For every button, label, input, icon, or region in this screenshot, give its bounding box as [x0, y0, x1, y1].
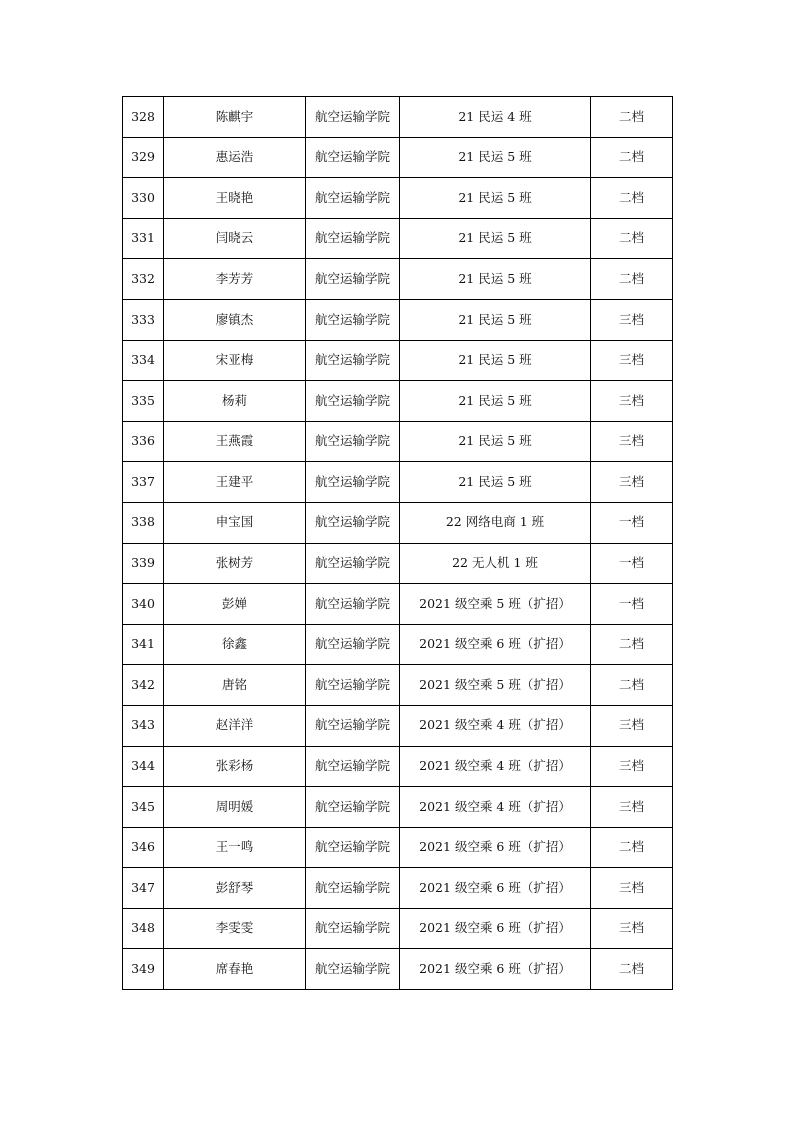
row-number-cell: 346 — [123, 827, 164, 868]
class-cell: 2021 级空乘 5 班（扩招） — [400, 665, 591, 706]
level-cell: 二档 — [591, 178, 673, 219]
table-row — [123, 218, 673, 259]
row-number-cell: 337 — [123, 462, 164, 503]
college-cell: 航空运输学院 — [306, 502, 400, 543]
class-cell: 21 民运 5 班 — [400, 462, 591, 503]
student-name-cell: 闫晓云 — [164, 218, 306, 259]
college-cell: 航空运输学院 — [306, 299, 400, 340]
table-row — [123, 340, 673, 381]
table-row — [123, 421, 673, 462]
student-name-cell: 赵洋洋 — [164, 705, 306, 746]
college-cell: 航空运输学院 — [306, 340, 400, 381]
table-row — [123, 827, 673, 868]
level-cell: 二档 — [591, 259, 673, 300]
level-cell: 三档 — [591, 868, 673, 909]
class-cell: 2021 级空乘 4 班（扩招） — [400, 705, 591, 746]
class-cell: 21 民运 5 班 — [400, 259, 591, 300]
table-row — [123, 502, 673, 543]
college-cell: 航空运输学院 — [306, 218, 400, 259]
table-row — [123, 137, 673, 178]
row-number-cell: 335 — [123, 381, 164, 422]
table-row — [123, 868, 673, 909]
level-cell: 二档 — [591, 624, 673, 665]
table-row — [123, 746, 673, 787]
college-cell: 航空运输学院 — [306, 827, 400, 868]
student-name-cell: 惠运浩 — [164, 137, 306, 178]
level-cell: 二档 — [591, 949, 673, 990]
class-cell: 2021 级空乘 4 班（扩招） — [400, 746, 591, 787]
college-cell: 航空运输学院 — [306, 178, 400, 219]
college-cell: 航空运输学院 — [306, 624, 400, 665]
college-cell: 航空运输学院 — [306, 421, 400, 462]
row-number-cell: 333 — [123, 299, 164, 340]
level-cell: 三档 — [591, 421, 673, 462]
class-cell: 21 民运 4 班 — [400, 97, 591, 138]
student-name-cell: 陈麒宇 — [164, 97, 306, 138]
class-cell: 22 无人机 1 班 — [400, 543, 591, 584]
college-cell: 航空运输学院 — [306, 543, 400, 584]
college-cell: 航空运输学院 — [306, 949, 400, 990]
row-number-cell: 342 — [123, 665, 164, 706]
table-row — [123, 949, 673, 990]
student-name-cell: 王建平 — [164, 462, 306, 503]
level-cell: 二档 — [591, 827, 673, 868]
college-cell: 航空运输学院 — [306, 746, 400, 787]
student-name-cell: 王晓艳 — [164, 178, 306, 219]
table-row — [123, 97, 673, 138]
class-cell: 21 民运 5 班 — [400, 340, 591, 381]
row-number-cell: 329 — [123, 137, 164, 178]
class-cell: 2021 级空乘 5 班（扩招） — [400, 584, 591, 625]
row-number-cell: 347 — [123, 868, 164, 909]
class-cell: 22 网络电商 1 班 — [400, 502, 591, 543]
college-cell: 航空运输学院 — [306, 705, 400, 746]
student-name-cell: 申宝国 — [164, 502, 306, 543]
student-name-cell: 周明媛 — [164, 787, 306, 828]
row-number-cell: 348 — [123, 908, 164, 949]
level-cell: 二档 — [591, 97, 673, 138]
table-row — [123, 787, 673, 828]
class-cell: 2021 级空乘 6 班（扩招） — [400, 624, 591, 665]
college-cell: 航空运输学院 — [306, 908, 400, 949]
row-number-cell: 338 — [123, 502, 164, 543]
level-cell: 三档 — [591, 340, 673, 381]
college-cell: 航空运输学院 — [306, 584, 400, 625]
row-number-cell: 330 — [123, 178, 164, 219]
student-name-cell: 彭舒琴 — [164, 868, 306, 909]
college-cell: 航空运输学院 — [306, 665, 400, 706]
level-cell: 三档 — [591, 705, 673, 746]
college-cell: 航空运输学院 — [306, 868, 400, 909]
table-row — [123, 624, 673, 665]
class-cell: 2021 级空乘 6 班（扩招） — [400, 827, 591, 868]
student-name-cell: 杨莉 — [164, 381, 306, 422]
student-name-cell: 李雯雯 — [164, 908, 306, 949]
student-name-cell: 徐鑫 — [164, 624, 306, 665]
student-name-cell: 李芳芳 — [164, 259, 306, 300]
student-name-cell: 宋亚梅 — [164, 340, 306, 381]
row-number-cell: 344 — [123, 746, 164, 787]
row-number-cell: 334 — [123, 340, 164, 381]
row-number-cell: 336 — [123, 421, 164, 462]
class-cell: 21 民运 5 班 — [400, 381, 591, 422]
college-cell: 航空运输学院 — [306, 787, 400, 828]
student-name-cell: 王一鸣 — [164, 827, 306, 868]
student-roster-table — [122, 96, 673, 990]
student-name-cell: 席春艳 — [164, 949, 306, 990]
college-cell: 航空运输学院 — [306, 381, 400, 422]
table-row — [123, 705, 673, 746]
table-row — [123, 259, 673, 300]
table-row — [123, 299, 673, 340]
row-number-cell: 349 — [123, 949, 164, 990]
table-row — [123, 462, 673, 503]
level-cell: 一档 — [591, 543, 673, 584]
class-cell: 21 民运 5 班 — [400, 421, 591, 462]
table-row — [123, 908, 673, 949]
level-cell: 三档 — [591, 381, 673, 422]
row-number-cell: 341 — [123, 624, 164, 665]
row-number-cell: 331 — [123, 218, 164, 259]
class-cell: 2021 级空乘 4 班（扩招） — [400, 787, 591, 828]
level-cell: 二档 — [591, 665, 673, 706]
table-row — [123, 543, 673, 584]
level-cell: 三档 — [591, 746, 673, 787]
row-number-cell: 328 — [123, 97, 164, 138]
student-name-cell: 彭婵 — [164, 584, 306, 625]
level-cell: 三档 — [591, 299, 673, 340]
class-cell: 21 民运 5 班 — [400, 218, 591, 259]
roster-table-body — [123, 97, 673, 990]
row-number-cell: 340 — [123, 584, 164, 625]
level-cell: 二档 — [591, 218, 673, 259]
class-cell: 21 民运 5 班 — [400, 178, 591, 219]
student-name-cell: 王燕霞 — [164, 421, 306, 462]
class-cell: 2021 级空乘 6 班（扩招） — [400, 949, 591, 990]
row-number-cell: 345 — [123, 787, 164, 828]
student-name-cell: 唐铭 — [164, 665, 306, 706]
level-cell: 三档 — [591, 787, 673, 828]
level-cell: 二档 — [591, 137, 673, 178]
table-row — [123, 381, 673, 422]
level-cell: 三档 — [591, 908, 673, 949]
class-cell: 2021 级空乘 6 班（扩招） — [400, 908, 591, 949]
row-number-cell: 343 — [123, 705, 164, 746]
college-cell: 航空运输学院 — [306, 137, 400, 178]
class-cell: 2021 级空乘 6 班（扩招） — [400, 868, 591, 909]
level-cell: 一档 — [591, 584, 673, 625]
table-row — [123, 584, 673, 625]
student-name-cell: 廖镇杰 — [164, 299, 306, 340]
level-cell: 三档 — [591, 462, 673, 503]
table-row — [123, 178, 673, 219]
row-number-cell: 339 — [123, 543, 164, 584]
college-cell: 航空运输学院 — [306, 462, 400, 503]
college-cell: 航空运输学院 — [306, 97, 400, 138]
row-number-cell: 332 — [123, 259, 164, 300]
level-cell: 一档 — [591, 502, 673, 543]
student-name-cell: 张彩杨 — [164, 746, 306, 787]
college-cell: 航空运输学院 — [306, 259, 400, 300]
student-name-cell: 张树芳 — [164, 543, 306, 584]
class-cell: 21 民运 5 班 — [400, 137, 591, 178]
table-row — [123, 665, 673, 706]
class-cell: 21 民运 5 班 — [400, 299, 591, 340]
